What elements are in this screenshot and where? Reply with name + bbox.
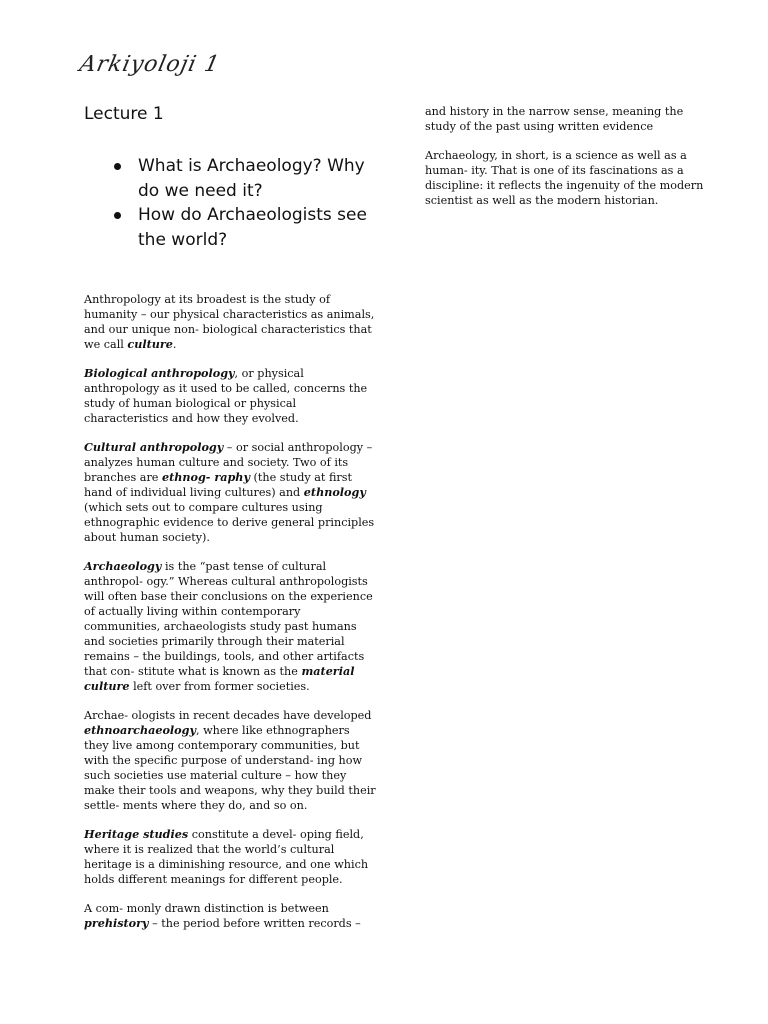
text-run: A com- monly drawn distinction is between xyxy=(84,902,329,915)
right-text-column xyxy=(425,104,710,222)
text-run: , where like ethnographers they live among contemporary communities, but with the specific purpose of understand- ing how such societies use material culture – how they make their tools and weapons, why they build their settle- ments where they do, and so on. xyxy=(84,724,376,812)
paragraph-anthropology xyxy=(84,292,376,352)
paragraph-biological-anthropology xyxy=(84,366,376,426)
text-run: left over from former societies. xyxy=(129,680,310,693)
bullet-dot-icon xyxy=(114,163,121,170)
text-run: , or physical anthropology as it used to be called, concerns the study of human biological or physical characteristics and how they evolved. xyxy=(84,367,368,425)
term-ethnography: ethnog- raphy xyxy=(161,470,250,484)
term-cultural-anthropology: Cultural anthropology xyxy=(84,440,224,454)
text-run: – the period before written records – xyxy=(148,917,361,930)
paragraph-archaeology xyxy=(84,559,376,694)
paragraph-cultural-anthropology xyxy=(84,440,376,545)
left-text-column xyxy=(84,292,376,945)
term-biological-anthropology: Biological anthropology xyxy=(84,366,235,380)
term-prehistory: prehistory xyxy=(84,916,149,930)
term-material-culture: material culture xyxy=(84,664,355,693)
paragraph-archaeology-summary: Archaeology, in short, is a science as well as a human- ity. That is one of its fascinations as a discipline: it reflects the ingenuity of the modern scientist as well as the modern historian. xyxy=(425,149,704,207)
term-ethnoarchaeology: ethnoarchaeology xyxy=(84,723,196,737)
paragraph-prehistory xyxy=(84,901,376,931)
bullet-item xyxy=(112,203,387,252)
bullet-item xyxy=(112,154,387,203)
text-run: . xyxy=(172,338,177,351)
handwritten-title: Arkiyoloji 1 xyxy=(77,52,223,77)
bullet-text: What is Archaeology? Why do we need it? xyxy=(138,156,365,201)
lecture-heading: Lecture 1 xyxy=(84,104,164,124)
paragraph-heritage-studies xyxy=(84,827,376,887)
text-run: Anthropology at its broadest is the study of humanity – our physical characteristics as animals, and our unique non- biological characteristics that we call xyxy=(84,293,375,351)
text-run: constitute a devel- oping field, where it is realized that the world’s cultural heritage is a diminishing resource, and one which holds different meanings for different people. xyxy=(84,828,369,886)
term-archaeology: Archaeology xyxy=(84,559,162,573)
term-heritage-studies: Heritage studies xyxy=(84,827,189,841)
paragraph-history: and history in the narrow sense, meaning the study of the past using written evidence xyxy=(425,105,684,133)
bullet-dot-icon xyxy=(114,212,121,219)
text-run: – or social anthropology – analyzes human culture and society. Two of its branches are xyxy=(84,441,373,484)
text-run: is the “past tense of cultural anthropol- ogy.” Whereas cultural anthropologists will often base their conclusions on the experience of actually living within contemporary communities, archaeologists study past humans and societies primarily through their material remains – the buildings, tools, and other artifacts that con- stitute what is known as the xyxy=(84,560,373,678)
bullet-list xyxy=(112,154,387,252)
bullet-text: How do Archaeologists see the world? xyxy=(138,205,367,250)
term-ethnology: ethnology xyxy=(303,485,366,499)
text-run: (which sets out to compare cultures using ethnographic evidence to derive general principles about human society). xyxy=(84,501,375,544)
paragraph-ethnoarchaeology xyxy=(84,708,376,813)
text-run: Archae- ologists in recent decades have developed xyxy=(84,709,372,722)
text-run: (the study at first hand of individual living cultures) and xyxy=(84,471,353,499)
term-culture: culture xyxy=(127,337,173,351)
